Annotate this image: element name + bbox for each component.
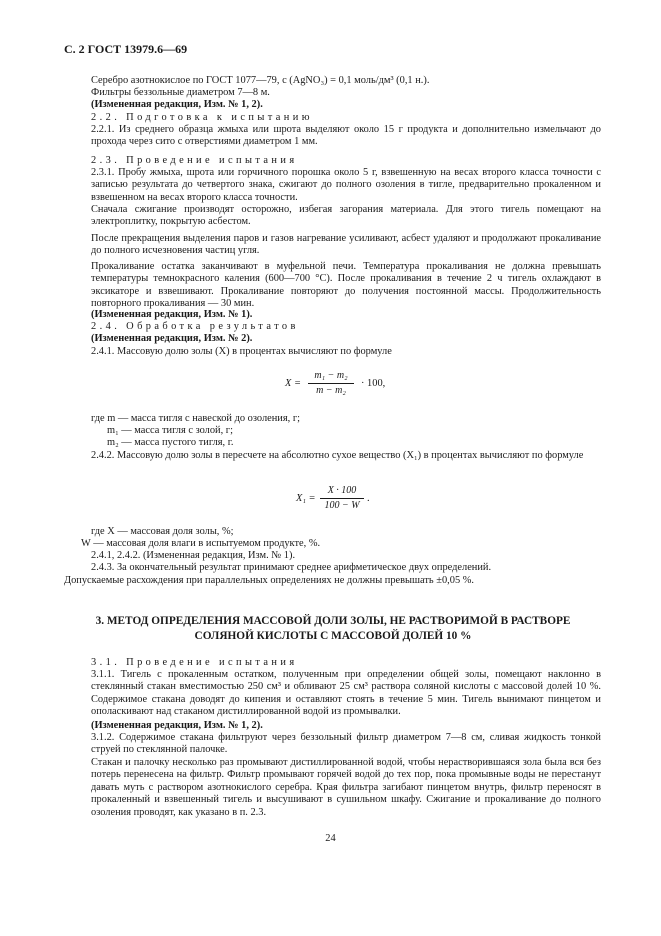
paragraph: Прокаливание остатка заканчивают в муфельной печи. Температура прокаливания не должна превышать температуры темнокрасного каления (600—700 °С). После прокаливания в течение 2 ч тигель охлаждают в эксикаторе и взвешивают. Прокаливание повторяют до получения постоянной массы. Продолжительность повторного прокаливания — 30 мин. [91,261,601,310]
revision-note: (Измененная редакция, Изм. № 1, 2). [91,720,263,731]
formula-numerator: X · 100 [327,485,357,496]
formula-lhs: X₁ = [296,493,316,504]
revision-note: 2.4.1, 2.4.2. (Измененная редакция, Изм. № 1). [91,550,296,561]
formula-denominator: 100 − W [324,500,360,511]
paragraph: Серебро азотнокислое по ГОСТ 1077—79, с (AgNO₃) = 0,1 моль/дм³ (0,1 н.). [91,75,430,86]
paragraph: Стакан и палочку несколько раз промывают дистиллированной водой, чтобы нерастворившаяся зола была вся без потерь перенесена на фильтр. Фильтр промывают горячей водой до тех пор, пока промывные воды не перестанут давать муть с раствором азотнокислого серебра. Края фильтра загибают пинцетом внутрь, фильтр переносят в прокаленный и взвешенный тигель и высушивают в сушильном шкафу. Сжигание и прокаливание до полного озоления проводят, как указано в п. 2.3. [91,757,601,818]
revision-note: (Измененная редакция, Изм. № 2). [91,333,253,344]
section-title-line-1: 3. МЕТОД ОПРЕДЕЛЕНИЯ МАССОВОЙ ДОЛИ ЗОЛЫ, НЕ РАСТВОРИМОЙ В РАСТВОРЕ [95,615,571,627]
formula-lhs: X = [285,378,301,389]
paragraph: 3.1.2. Содержимое стакана фильтруют через беззольный фильтр диаметром 7—8 см, сливая жидкость тонкой струей по стеклянной палочке. [91,732,601,756]
definition: m₁ — масса тигля с золой, г; [107,425,233,436]
definition: где m — масса тигля с навеской до озоления, г; [91,413,300,424]
formula-tail: . [367,493,370,504]
paragraph: 3.1.1. Тигель с прокаленным остатком, полученным при определении общей золы, помещают наклонно в стеклянный стакан вместимостью 250 см³ и обливают 25 см³ раствора соляной кислоты с массовой долей 10 %. Содержимое стакана доводят до кипения и оставляют стоять в течение 5 мин. Тигель вынимают пинцетом и ополаскивают над стаканом дистиллированной водой из промывалки. [91,669,601,718]
paragraph: Сначала сжигание производят осторожно, избегая загорания материала. Для этого тигель помещают на электроплитку, покрытую асбестом. [91,204,601,228]
definition: где X — массовая доля золы, %; [91,526,234,537]
page-number: 24 [325,833,336,844]
subsection-heading: 2.2. Подготовка к испытанию [91,112,313,123]
fraction-bar [320,498,364,499]
revision-note: (Измененная редакция, Изм. № 1). [91,309,253,320]
section-title-line-2: СОЛЯНОЙ КИСЛОТЫ С МАССОВОЙ ДОЛЕЙ 10 % [194,630,472,642]
paragraph: После прекращения выделения паров и газов нагревание усиливают, асбест удаляют и продолжают прокаливание до полного исчезновения частиц угля. [91,233,601,257]
formula-denominator: m − m₂ [316,385,346,396]
definition: m₂ — масса пустого тигля, г. [107,437,234,448]
page-header: С. 2 ГОСТ 13979.6—69 [64,42,188,56]
paragraph: 2.4.3. За окончательный результат принимают среднее арифметическое двух определений. [91,562,492,573]
paragraph: 2.3.1. Пробу жмыха, шрота или горчичного порошка около 5 г, взвешенную на весах второго класса точности с записью результата до четвертого знака, сжигают до полного озоления в тигле, предварительно прокаленном и взвешенном на весах второго класса точности. [91,167,601,203]
subsection-heading: 2.3. Проведение испытания [91,155,298,166]
paragraph: Фильтры беззольные диаметром 7—8 м. [91,87,270,98]
subsection-heading: 2.4. Обработка результатов [91,321,299,332]
definition: W — массовая доля влаги в испытуемом продукте, %. [81,538,321,549]
fraction-bar [308,383,354,384]
paragraph: 2.2.1. Из среднего образца жмыха или шрота выделяют около 15 г продукта и дополнительно измельчают до прохода через сито с отверстиями диаметром 1 мм. [91,124,601,148]
paragraph: Допускаемые расхождения при параллельных определениях не должны превышать ±0,05 %. [64,575,474,586]
formula-tail: · 100, [361,378,386,389]
formula-numerator: m₁ − m₂ [314,370,348,381]
subsection-heading: 3.1. Проведение испытания [91,657,298,668]
revision-note: (Измененная редакция, Изм. № 1, 2). [91,99,263,110]
paragraph: 2.4.1. Массовую долю золы (X) в процентах вычисляют по формуле [91,346,392,357]
paragraph: 2.4.2. Массовую долю золы в пересчете на абсолютно сухое вещество (X₁) в процентах вычисляют по формуле [91,450,584,461]
